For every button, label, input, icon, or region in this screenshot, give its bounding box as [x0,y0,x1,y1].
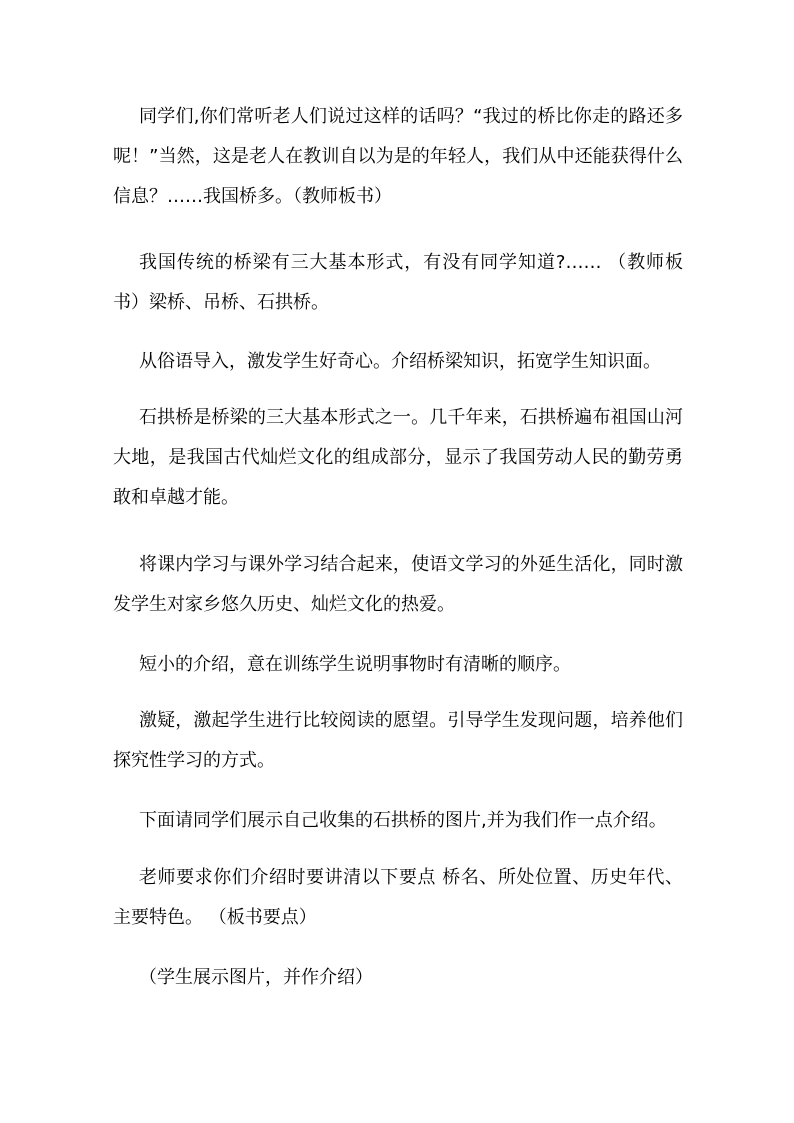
paragraph-design-note-3: 短小的介绍，意在训练学生说明事物时有清晰的顺序。 [139,654,571,675]
paragraph-design-note-1: 从俗语导入，激发学生好奇心。介绍桥梁知识，拓宽学生知识面。 [139,351,661,372]
paragraph-design-note-4: 激疑，激起学生进行比较阅读的愿望。引导学生发现问题，培养他们探究性学习的方式。 [113,710,683,771]
paragraph-student-activity: （学生展示图片，并作介绍） [139,967,373,988]
paragraph-requirements: 老师要求你们介绍时要讲清以下要点 桥名、所处位置、历史年代、主要特色。 （板书要点） [113,867,683,928]
paragraph-intro-proverb: 同学们,你们常听老人们说过这样的话吗？“我过的桥比你走的路还多呢！”当然，这是老人在教训自以为是的年轻人，我们从中还能获得什么信息？……我国桥多。（教师板书） [113,106,683,207]
paragraph-stone-arch-intro: 石拱桥是桥梁的三大基本形式之一。几千年来，石拱桥遍布祖国山河大地，是我国古代灿烂文化的组成部分，显示了我国劳动人民的勤劳勇敢和卓越才能。 [113,407,683,508]
paragraph-show-pictures: 下面请同学们展示自己收集的石拱桥的图片,并为我们作一点介绍。 [139,810,667,831]
paragraph-bridge-forms: 我国传统的桥梁有三大基本形式，有没有同学知道?…… （教师板书）梁桥、吊桥、石拱桥。 [113,252,683,313]
paragraph-design-note-2: 将课内学习与课外学习结合起来，使语文学习的外延生活化，同时激发学生对家乡悠久历史、灿烂文化的热爱。 [113,554,683,615]
